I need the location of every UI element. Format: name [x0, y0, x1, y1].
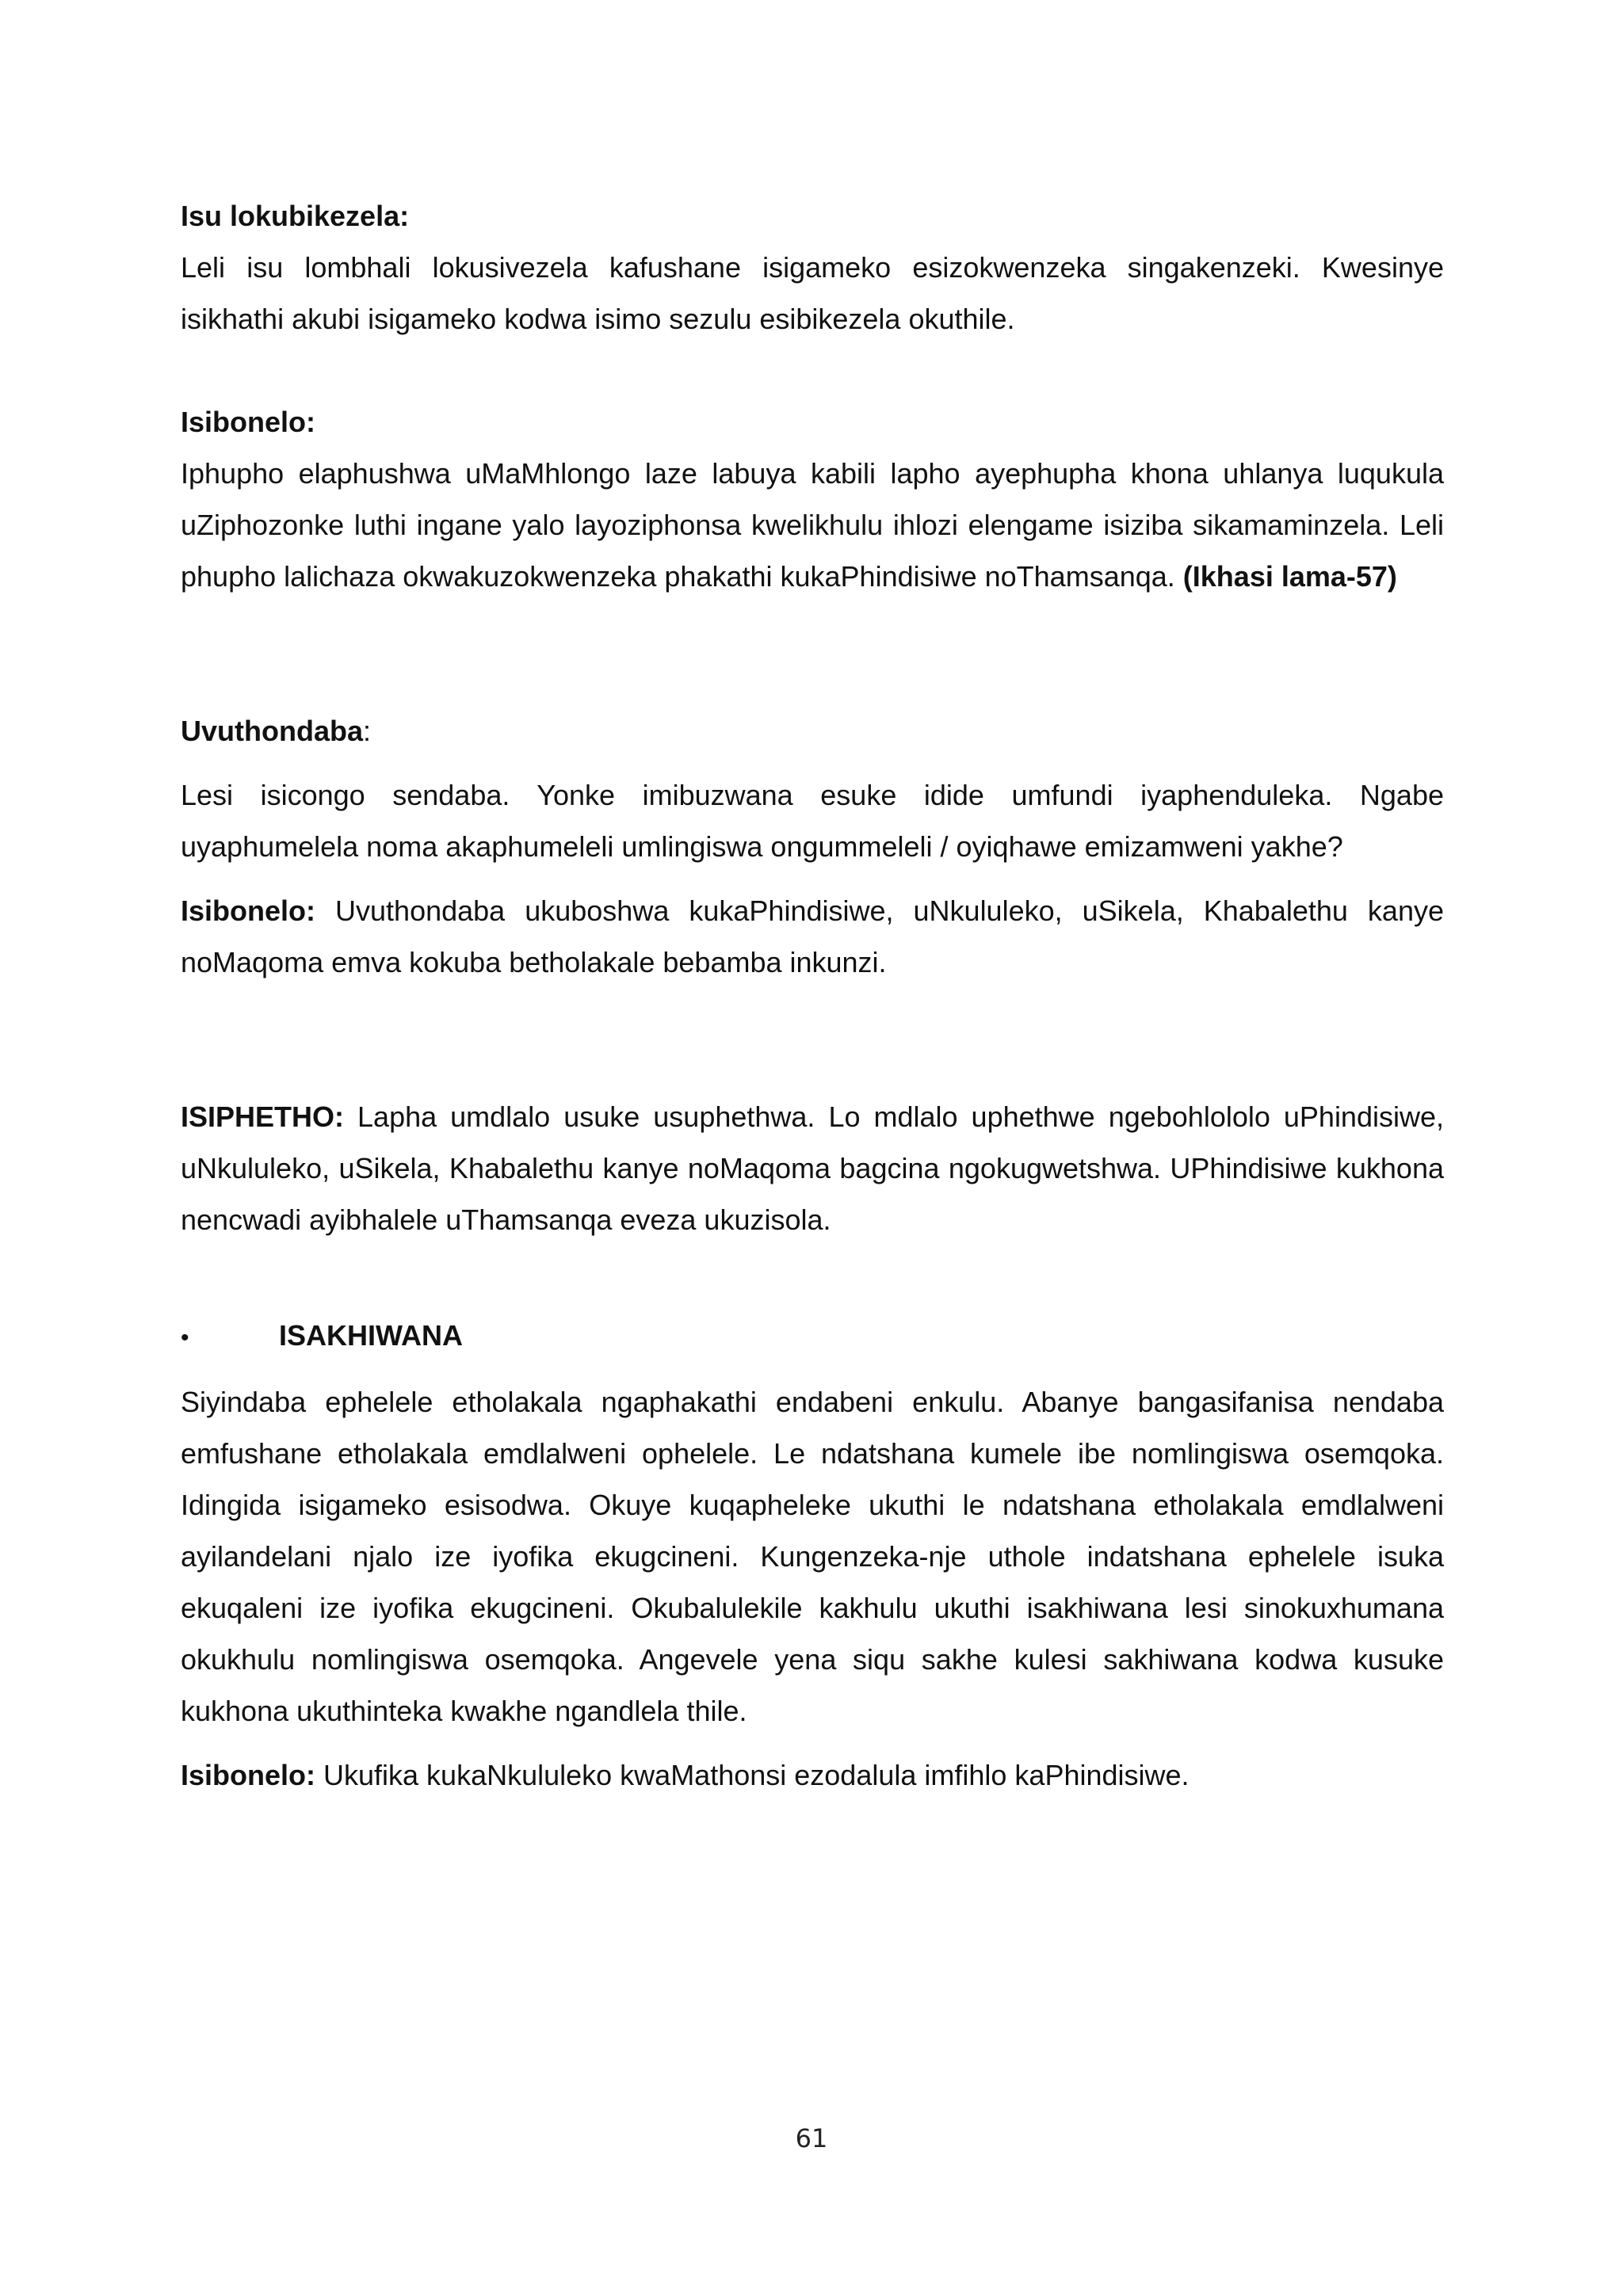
spacer — [181, 1737, 1444, 1749]
page-reference: (Ikhasi lama-57) — [1182, 560, 1397, 593]
spacer — [181, 1297, 1444, 1310]
example-label: Isibonelo: — [181, 1759, 315, 1791]
uvuthondaba-body: Lesi isicongo sendaba. Yonke imibuzwana esuke idide umfundi iyaphenduleka. Ngabe uyaphumelela noma akaphumeleli umlingiswa ongummeleli / oyiqhawe emizamweni yakhe? — [181, 779, 1444, 863]
spacer — [181, 602, 1444, 705]
example-text: Ukufika kukaNkululeko kwaMathonsi ezodalula imfihlo kaPhindisiwe. — [315, 1759, 1190, 1791]
uvuthondaba-heading-line — [181, 705, 1444, 757]
isakhiwana-heading: ISAKHIWANA — [279, 1319, 463, 1352]
spacer — [181, 872, 1444, 885]
uvuthondaba-example — [181, 885, 1444, 988]
example-text: Uvuthondaba ukuboshwa kukaPhindisiwe, uNkululeko, uSikela, Khabalethu kanye noMaqoma emva kokuba betholakale bebamba inkunzi. — [181, 894, 1444, 978]
document-page — [181, 190, 1444, 1801]
uvuthondaba-colon: : — [363, 715, 372, 747]
isibonelo-heading: Isibonelo: — [181, 406, 315, 438]
isibonelo-body — [181, 448, 1444, 602]
spacer — [181, 345, 1444, 396]
isiphetho-text: Lapha umdlalo usuke usuphethwa. Lo mdlalo uphethwe ngebohlololo uPhindisiwe, uNkululeko, uSikela, Khabalethu kanye noMaqoma bagcina ngokugwetshwa. UPhindisiwe kukhona nencwadi ayibhalele uThamsanqa eveza ukuzisola. — [181, 1100, 1444, 1236]
spacer — [181, 1363, 1444, 1376]
isu-heading: Isu lokubikezela: — [181, 200, 410, 232]
isiphetho-label: ISIPHETHO: — [181, 1100, 345, 1133]
spacer — [181, 757, 1444, 769]
example-label: Isibonelo: — [181, 894, 315, 927]
isakhiwana-example — [181, 1749, 1444, 1801]
isiphetho-paragraph — [181, 1091, 1444, 1245]
page-number: 61 — [795, 2123, 828, 2153]
isibonelo-text: Iphupho elaphushwa uMaMhlongo laze labuya kabili lapho ayephupha khona uhlanya luqukula uZiphozonke luthi ingane yalo layoziphonsa kwelikhulu ihlozi elengame isiziba sikamaminzela. Leli phupho lalichaza okwakuzokwenzeka phakathi kukaPhindisiwe noThamsanqa. — [181, 457, 1444, 593]
spacer — [181, 988, 1444, 1091]
spacer — [181, 1245, 1444, 1297]
isu-body: Leli isu lombhali lokusivezela kafushane isigameko esizokwenzeka singakenzeki. Kwesinye isikhathi akubi isigameko kodwa isimo sezulu esibikezela okuthile. — [181, 251, 1444, 335]
isakhiwana-body: Siyindaba ephelele etholakala ngaphakathi endabeni enkulu. Abanye bangasifanisa nendaba emfushane etholakala emdlalweni ophelele. Le ndatshana kumele ibe nomlingiswa osemqoka. Idingida isigameko esisodwa. Okuye kuqapheleke ukuthi le ndatshana etholakala emdlalweni ayilandelani njalo ize iyofika ekugcineni. Kungenzeka-nje uthole indatshana ephelele isuka ekuqaleni ize iyofika ekugcineni. Okubalulekile kakhulu ukuthi isakhiwana lesi sinokuxhumana okukhulu nomlingiswa osemqoka. Angevele yena siqu sakhe kulesi sakhiwana kodwa kusuke kukhona ukuthinteka kwakhe ngandlela thile. — [181, 1386, 1444, 1727]
isakhiwana-heading-row — [181, 1310, 1444, 1363]
uvuthondaba-heading: Uvuthondaba — [181, 715, 363, 747]
bullet-icon: • — [181, 1325, 189, 1351]
